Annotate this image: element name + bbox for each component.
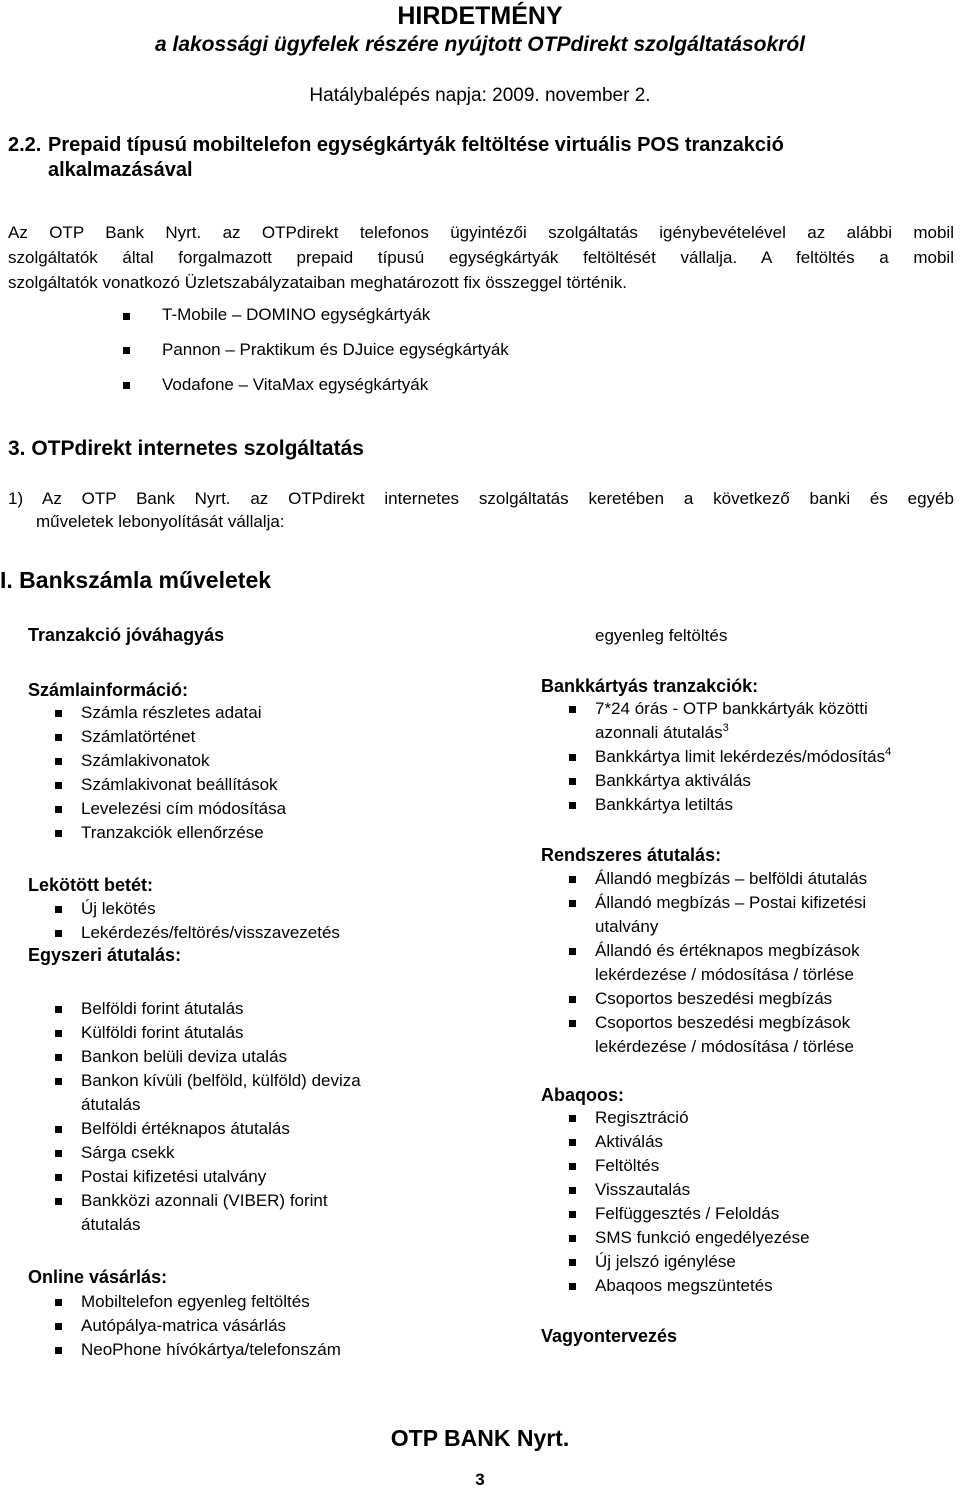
list-item: Regisztráció: [595, 1108, 689, 1127]
list-item: Visszautalás: [595, 1180, 691, 1199]
list-item: Tranzakciók ellenőrzése: [81, 823, 264, 842]
list-item: Számlakivonat beállítások: [81, 775, 278, 794]
bullet-square-icon: [55, 710, 62, 717]
footnote-ref: 4: [885, 746, 892, 758]
list-item: Számlakivonatok: [81, 751, 210, 770]
list-item-continuation: lekérdezése / módosítása / törlése: [595, 965, 854, 984]
section-3-heading: 3. OTPdirekt internetes szolgáltatás: [8, 437, 364, 460]
bullet-square-icon: [55, 1078, 62, 1085]
bullet-square-icon: [569, 1283, 576, 1290]
list-item: NeoPhone hívókártya/telefonszám: [81, 1340, 341, 1359]
list-item: Feltöltés: [595, 1156, 660, 1175]
bullet-square-icon: [123, 313, 130, 320]
bullet-square-icon: [569, 900, 576, 907]
list-item-continuation: utalvány: [595, 917, 659, 936]
bullet-square-icon: [123, 347, 130, 354]
bullet-square-icon: [569, 1115, 576, 1122]
paragraph-line: 1) Az OTP Bank Nyrt. az OTPdirekt internetes szolgáltatás keretében a következő banki és egyéb: [8, 489, 954, 508]
list-item: Számla részletes adatai: [81, 703, 262, 722]
list-item-continuation: átutalás: [81, 1095, 141, 1114]
section-title-line: alkalmazásával: [48, 159, 193, 181]
list-item-continuation: átutalás: [81, 1215, 141, 1234]
list-item: Bankkártya aktiválás: [595, 771, 751, 790]
section-2-2-heading: [8, 133, 948, 183]
list-item: Állandó megbízás – belföldi átutalás: [595, 869, 868, 888]
provider-item: Pannon – Praktikum és DJuice egységkártyák: [162, 340, 509, 359]
list-item: SMS funkció engedélyezése: [595, 1228, 810, 1247]
list-item-text: azonnali átutalás: [595, 723, 723, 742]
list-item: Levelezési cím módosítása: [81, 799, 287, 818]
vagyontervezes: Vagyontervezés: [541, 1326, 678, 1346]
bullet-square-icon: [55, 1126, 62, 1133]
list-item: Aktiválás: [595, 1132, 664, 1151]
list-item: [595, 747, 891, 767]
list-item: Mobiltelefon egyenleg feltöltés: [81, 1292, 310, 1311]
bullet-square-icon: [55, 830, 62, 837]
list-item: Számlatörténet: [81, 727, 196, 746]
bullet-square-icon: [569, 802, 576, 809]
section-number: 2.2.: [8, 134, 42, 156]
list-item: 7*24 órás - OTP bankkártyák közötti: [595, 699, 868, 718]
list-item: Belföldi forint átutalás: [81, 999, 244, 1018]
list-item: Új lekötés: [81, 899, 156, 918]
provider-item: Vodafone – VitaMax egységkártyák: [162, 375, 429, 394]
list-item: Postai kifizetési utalvány: [81, 1167, 267, 1186]
bullet-square-icon: [55, 734, 62, 741]
bullet-square-icon: [123, 382, 130, 389]
section-3-paragraph: [8, 487, 954, 533]
list-item: Bankkártya letiltás: [595, 795, 733, 814]
intro-paragraph: [8, 220, 954, 295]
list-item: Belföldi értéknapos átutalás: [81, 1119, 290, 1138]
rendszeres-atutalas-heading: Rendszeres átutalás:: [541, 845, 722, 865]
list-item: Külföldi forint átutalás: [81, 1023, 244, 1042]
bullet-square-icon: [55, 1054, 62, 1061]
bullet-square-icon: [55, 1174, 62, 1181]
list-item-text: Bankkártya limit lekérdezés/módosítás: [595, 747, 886, 766]
list-item: Autópálya-matrica vásárlás: [81, 1316, 287, 1335]
bullet-square-icon: [55, 1299, 62, 1306]
list-item: Állandó és értéknapos megbízások: [595, 941, 860, 960]
bullet-square-icon: [569, 1259, 576, 1266]
bankkartyas-tranzakciok-heading: Bankkártyás tranzakciók:: [541, 676, 759, 696]
list-item: Lekérdezés/feltörés/visszavezetés: [81, 923, 340, 942]
paragraph-line: szolgáltatók vonatkozó Üzletszabályzataiban meghatározott fix összeggel történik.: [8, 273, 627, 292]
abaqoos-heading: Abaqoos:: [541, 1085, 624, 1105]
bullet-square-icon: [55, 806, 62, 813]
bullet-square-icon: [569, 778, 576, 785]
list-item: Felfüggesztés / Feloldás: [595, 1204, 780, 1223]
bullet-square-icon: [569, 1139, 576, 1146]
bullet-square-icon: [55, 1030, 62, 1037]
list-item: Bankközi azonnali (VIBER) forint: [81, 1191, 328, 1210]
list-item: Új jelszó igénylése: [595, 1252, 736, 1271]
page-number: 3: [475, 1470, 485, 1489]
bullet-square-icon: [55, 1347, 62, 1354]
bullet-square-icon: [55, 1198, 62, 1205]
egyszeri-atutalas-heading: Egyszeri átutalás:: [28, 945, 182, 965]
lekotott-betet-heading: Lekötött betét:: [28, 875, 153, 895]
list-item: Bankon kívüli (belföld, külföld) deviza: [81, 1071, 361, 1090]
bullet-square-icon: [569, 948, 576, 955]
bullet-square-icon: [55, 1006, 62, 1013]
bullet-square-icon: [55, 930, 62, 937]
bullet-square-icon: [55, 782, 62, 789]
list-item-continuation: lekérdezése / módosítása / törlése: [595, 1037, 854, 1056]
list-item-continuation: [595, 723, 729, 743]
paragraph-line: szolgáltatók által forgalmazott prepaid típusú egységkártyák feltöltését vállalja. A feltöltés a mobil: [8, 248, 954, 267]
paragraph-line: műveletek lebonyolítását vállalja:: [36, 512, 285, 531]
provider-item: T-Mobile – DOMINO egységkártyák: [162, 305, 431, 324]
egyenleg-feltoltes: egyenleg feltöltés: [595, 626, 728, 645]
section-I-heading: I. Bankszámla műveletek: [0, 567, 272, 593]
tranzakcio-jovahagyas: Tranzakció jóváhagyás: [28, 625, 225, 645]
document-title: HIRDETMÉNY: [397, 2, 563, 30]
bullet-square-icon: [55, 906, 62, 913]
list-item: Bankon belüli deviza utalás: [81, 1047, 288, 1066]
list-item: Csoportos beszedési megbízások: [595, 1013, 851, 1032]
bullet-square-icon: [55, 1323, 62, 1330]
bullet-square-icon: [569, 1187, 576, 1194]
effective-date: Hatálybalépés napja: 2009. november 2.: [309, 85, 651, 106]
bullet-square-icon: [569, 1020, 576, 1027]
bullet-square-icon: [569, 1235, 576, 1242]
bullet-square-icon: [569, 1163, 576, 1170]
list-item: Sárga csekk: [81, 1143, 175, 1162]
list-item: Csoportos beszedési megbízás: [595, 989, 833, 1008]
bullet-square-icon: [569, 754, 576, 761]
document-subtitle: a lakossági ügyfelek részére nyújtott OTPdirekt szolgáltatásokról: [154, 33, 806, 56]
bullet-square-icon: [569, 876, 576, 883]
bullet-square-icon: [569, 706, 576, 713]
bullet-square-icon: [569, 996, 576, 1003]
list-item: Abaqoos megszüntetés: [595, 1276, 773, 1295]
footer-bank-name: OTP BANK Nyrt.: [390, 1425, 570, 1451]
bullet-square-icon: [55, 758, 62, 765]
bullet-square-icon: [569, 1211, 576, 1218]
online-vasarlas-heading: Online vásárlás:: [28, 1267, 168, 1287]
szamlainformacio-heading: Számlainformáció:: [28, 680, 189, 700]
paragraph-line: Az OTP Bank Nyrt. az OTPdirekt telefonos ügyintézői szolgáltatás igénybevételével az alábbi mobil: [8, 223, 954, 242]
footnote-ref: 3: [722, 722, 729, 734]
bullet-square-icon: [55, 1150, 62, 1157]
section-title-line: Prepaid típusú mobiltelefon egységkártyák feltöltése virtuális POS tranzakció: [48, 134, 784, 156]
list-item: Állandó megbízás – Postai kifizetési: [595, 893, 867, 912]
